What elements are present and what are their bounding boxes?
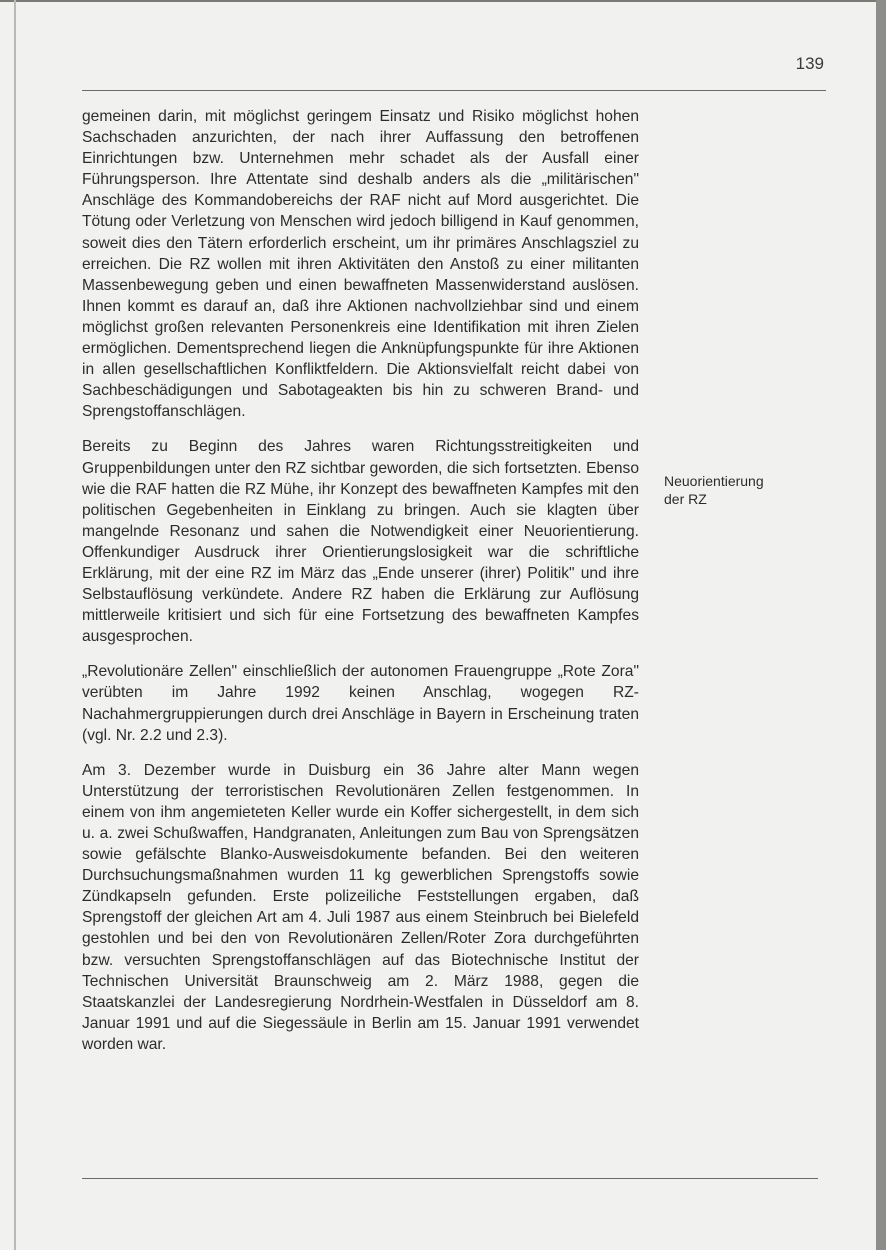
body-text bbox=[82, 106, 639, 1069]
paragraph-4: Am 3. Dezember wurde in Duisburg ein 36 Jahre alter Mann wegen Unterstützung der terroristischen Revolutionären Zellen festgenommen. In einem von ihm angemieteten Keller wurde ein Koffer sichergestellt, in dem sich u. a. zwei Schußwaffen, Handgranaten, Anleitungen zum Bau von Sprengsätzen sowie gefälschte Blanko-Ausweisdokumente befanden. Bei den weiteren Durchsuchungsmaßnahmen wurden 11 kg gewerblichen Sprengstoffs sowie Zündkapseln gefunden. Erste polizeiliche Feststellungen ergaben, daß Sprengstoff der gleichen Art am 4. Juli 1987 aus einem Steinbruch bei Bielefeld gestohlen und bei den von Revolutionären Zellen/Roter Zora durchgeführten bzw. versuchten Sprengstoffanschlägen auf das Biotechnische Institut der Technischen Universität Braunschweig am 2. März 1988, gegen die Staatskanzlei der Landesregierung Nordrhein-Westfalen in Düsseldorf am 8. Januar 1991 und auf die Siegessäule in Berlin am 15. Januar 1991 verwendet worden war. bbox=[82, 761, 639, 1053]
scan-edge-right bbox=[876, 0, 886, 1250]
scan-edge-left bbox=[14, 0, 16, 1250]
margin-note bbox=[664, 472, 834, 508]
header-rule bbox=[82, 90, 826, 91]
margin-note-line-2: der RZ bbox=[664, 491, 707, 507]
paragraph-2: Bereits zu Beginn des Jahres waren Richtungsstreitigkeiten und Gruppenbildungen unter den RZ sichtbar geworden, die sich fortsetzten. Ebenso wie die RAF hatten die RZ Mühe, ihr Konzept des bewaffneten Kampfes mit den politischen Gegebenheiten in Einklang zu bringen. Auch sie klagten über mangelnde Resonanz und sahen die Notwendigkeit einer Neuorientierung. Offenkundiger Ausdruck ihrer Orientierungslosigkeit war die schriftliche Erklärung, mit der eine RZ im März das „Ende unserer (ihrer) Politik" und ihre Selbstauflösung verkündete. Andere RZ haben die Erklärung zur Auflösung mittlerweile kritisiert und sich für eine Fortsetzung des bewaffneten Kampfes ausgesprochen. bbox=[82, 438, 639, 646]
page-number: 139 bbox=[795, 54, 824, 73]
margin-note-line-1: Neuorientierung bbox=[664, 473, 764, 489]
paragraph-3: „Revolutionäre Zellen" einschließlich der autonomen Frauengruppe „Rote Zora" verübten im Jahre 1992 keinen Anschlag, wogegen RZ-Nachahmergruppierungen durch drei Anschläge in Bayern in Erscheinung traten (vgl. Nr. 2.2 und 2.3). bbox=[82, 663, 639, 744]
footer-rule bbox=[82, 1178, 818, 1179]
paragraph-1: gemeinen darin, mit möglichst geringem Einsatz und Risiko möglichst hohen Sachschaden anzurichten, der nach ihrer Auffassung den betroffenen Einrichtungen bzw. Unternehmen mehr schadet als der Ausfall einer Führungsperson. Ihre Attentate sind deshalb anders als die „militärischen" Anschläge des Kommandobereichs der RAF nicht auf Mord ausgerichtet. Die Tötung oder Verletzung von Menschen wird jedoch billigend in Kauf genommen, soweit dies den Tätern erforderlich erscheint, um ihr primäres Anschlagsziel zu erreichen. Die RZ wollen mit ihren Aktivitäten den Anstoß zu einer militanten Massenbewegung geben und einen bewaffneten Massenwiderstand auslösen. Ihnen kommt es darauf an, daß ihre Aktionen nachvollziehbar sind und einem möglichst großen relevanten Personenkreis eine Identifikation mit ihren Zielen ermöglichen. Dementsprechend liegen die Anknüpfungspunkte für ihre Aktionen in allen gesellschaftlichen Konfliktfeldern. Die Aktionsvielfalt reicht dabei von Sachbeschädigungen und Sabotageakten bis hin zu schweren Brand- und Sprengstoffanschlägen. bbox=[82, 108, 639, 421]
scan-edge-top bbox=[0, 0, 886, 2]
